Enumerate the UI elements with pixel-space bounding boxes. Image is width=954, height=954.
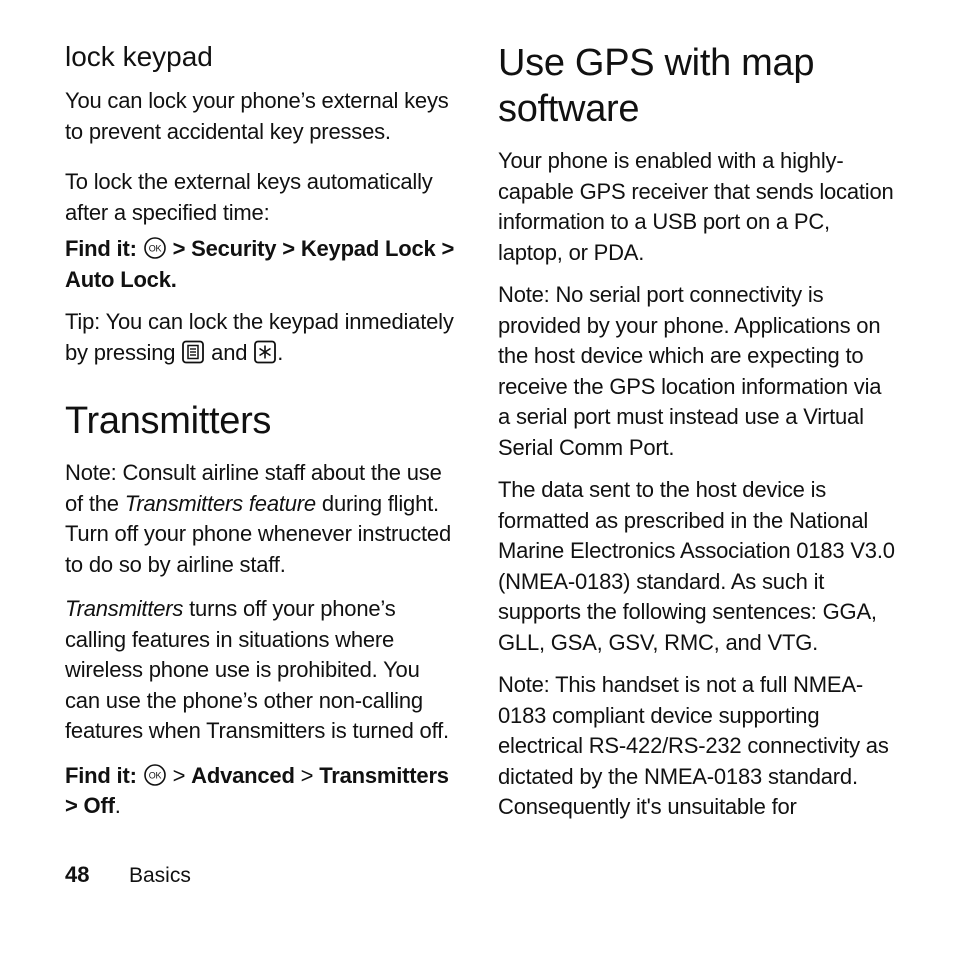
- right-column: [498, 40, 898, 823]
- left-column: [65, 40, 460, 822]
- gps-paragraph-4: Note: This handset is not a full NMEA-0183 compliant device supporting electrical RS-422/RS-232 connectivity as dictated by the NMEA-0183 standard. Consequently it's unsuitable for: [498, 672, 889, 819]
- transmitters-italic: Transmitters: [65, 596, 184, 621]
- tip-and: and: [211, 339, 248, 365]
- note-text-2: during flight. Turn off your phone whenever instructed to do so by airline staff.: [65, 490, 451, 577]
- gps-heading: Use GPS with map software: [498, 42, 815, 130]
- find-it-advanced: Advanced: [191, 762, 295, 788]
- find-it-off: > Off: [65, 793, 115, 818]
- transmitters-text: turns off your phone’s calling features in situations where wireless phone use is prohibited. You can use the phone’s other non-calling features when Transmitters is turned off.: [65, 596, 449, 743]
- find-it-path: > Security > Keypad Lock >: [172, 236, 455, 261]
- page-footer: [65, 862, 191, 888]
- tip-text: Tip: You can lock the keypad inmediately by pressing: [65, 309, 454, 365]
- lock-keypad-heading: lock keypad: [65, 41, 213, 72]
- find-it-label: Find it:: [65, 236, 137, 261]
- transmitters-note: [65, 458, 460, 580]
- svg-text:OK: OK: [148, 243, 161, 254]
- note-text-1: Note: Consult airline staff about the use of the: [65, 460, 442, 516]
- find-it-end: .: [114, 793, 121, 818]
- star-key-icon: [253, 340, 277, 364]
- tip-end: .: [277, 339, 284, 365]
- transmitters-paragraph: [65, 594, 460, 747]
- gps-paragraph-1: Your phone is enabled with a highly-capable GPS receiver that sends location information to a USB port on a PC, laptop, or PDA.: [498, 148, 894, 265]
- ok-key-icon: [143, 763, 167, 787]
- find-it-label-2: Find it:: [65, 762, 137, 788]
- find-it-transmitters: [65, 761, 460, 822]
- lock-paragraph-2: To lock the external keys automatically after a specified time:: [65, 169, 433, 225]
- find-it-transmitters-item: Transmitters: [319, 762, 449, 788]
- transmitters-heading: Transmitters: [65, 400, 272, 442]
- section-name: Basics: [129, 864, 191, 887]
- tip-paragraph: [65, 307, 460, 368]
- find-it-gt-2: >: [300, 762, 314, 788]
- find-it-lock: [65, 234, 460, 295]
- gps-paragraph-2: Note: No serial port connectivity is provided by your phone. Applications on the host device which are expecting to receive the GPS location information via a serial port must instead use a Virtual Serial Comm Port.: [498, 282, 882, 460]
- find-it-gt-1: >: [172, 762, 186, 788]
- find-it-path-end: Auto Lock.: [65, 266, 177, 292]
- lock-paragraph-1: You can lock your phone’s external keys to prevent accidental key presses.: [65, 88, 449, 144]
- note-italic: Transmitters feature: [124, 490, 316, 516]
- svg-text:OK: OK: [148, 770, 161, 781]
- gps-paragraph-3: The data sent to the host device is formatted as prescribed in the National Marine Electronics Association 0183 V3.0 (NMEA-0183) standard. As such it supports the following sentences: GGA, GLL, GSA, GSV, RMC, and VTG.: [498, 477, 895, 655]
- menu-key-icon: [181, 340, 205, 364]
- page-number: 48: [65, 862, 90, 887]
- ok-key-icon: [143, 236, 167, 260]
